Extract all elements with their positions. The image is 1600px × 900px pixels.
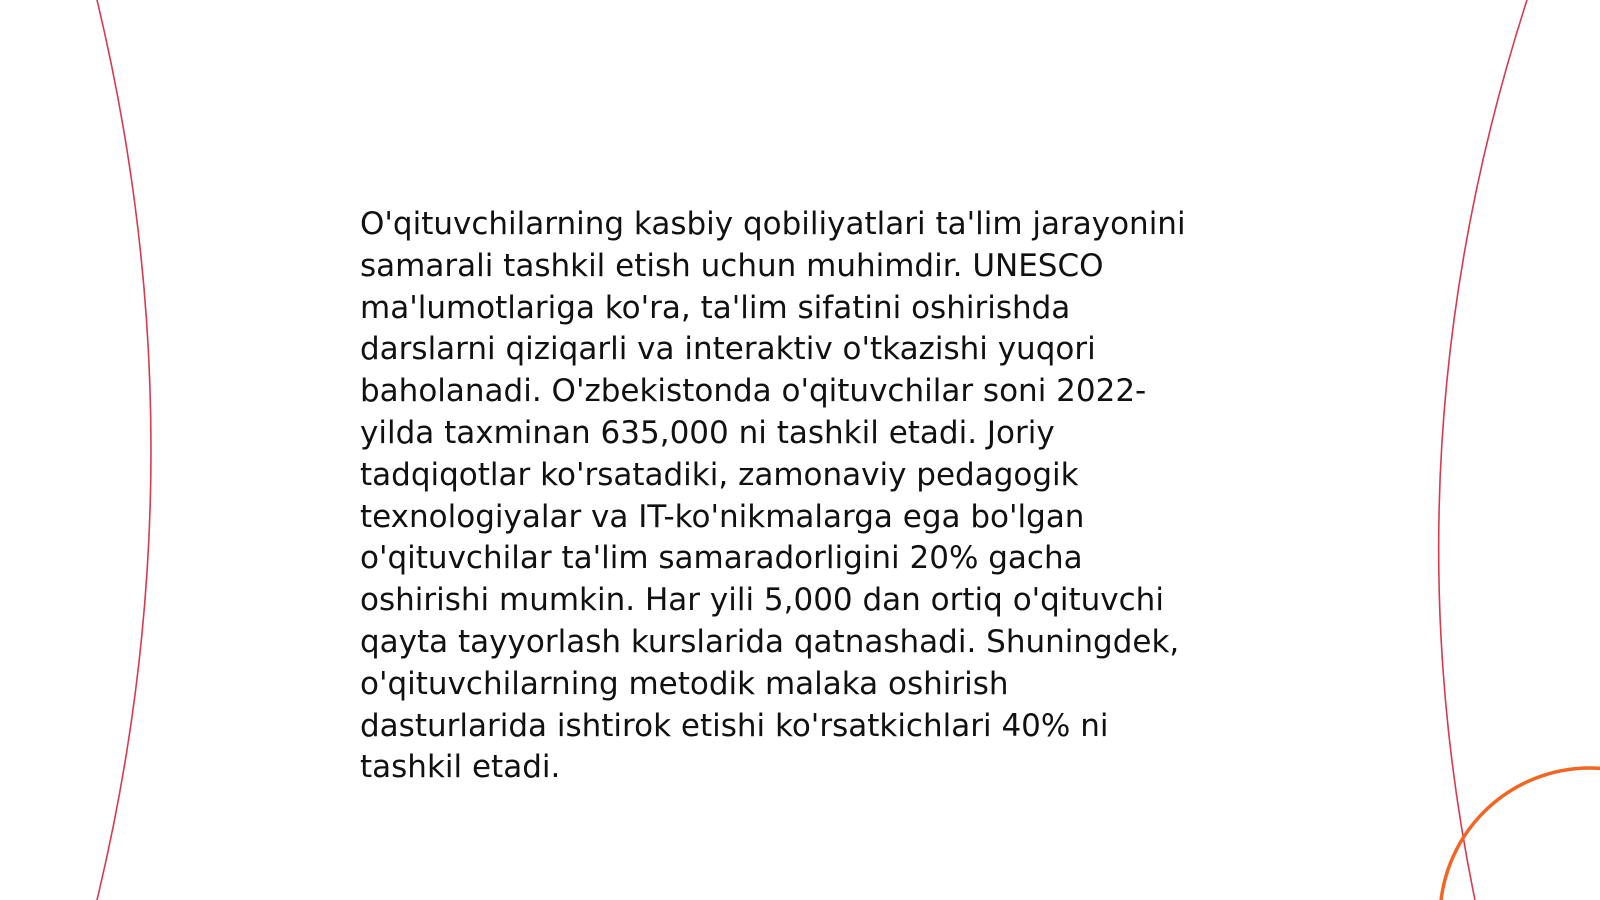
left-arc-line: [97, 0, 151, 900]
accent-circle: [1440, 768, 1600, 900]
paragraph-line-8: texnologiyalar va IT-ko'nikmalarga ega bo'lgan: [360, 498, 1085, 535]
paragraph-line-14: tashkil etadi.: [360, 749, 561, 786]
paragraph-line-9: o'qituvchilar ta'lim samaradorligini 20% gacha: [360, 540, 1083, 577]
paragraph-line-7: tadqiqotlar ko'rsatadiki, zamonaviy pedagogik: [360, 456, 1079, 493]
paragraph-line-4: darslarni qiziqarli va interaktiv o'tkazishi yuqori: [360, 331, 1096, 368]
paragraph-line-11: qayta tayyorlash kurslarida qatnashadi. Shuningdek,: [360, 623, 1180, 660]
paragraph-line-10: oshirishi mumkin. Har yili 5,000 dan ortiq o'qituvchi: [360, 582, 1164, 619]
body-paragraph: [360, 204, 1230, 789]
paragraph-line-6: yilda taxminan 635,000 ni tashkil etadi. Joriy: [360, 414, 1055, 451]
paragraph-line-3: ma'lumotlariga ko'ra, ta'lim sifatini oshirishda: [360, 289, 1071, 326]
paragraph-line-5: baholanadi. O'zbekistonda o'qituvchilar soni 2022-: [360, 373, 1147, 410]
paragraph-line-13: dasturlarida ishtirok etishi ko'rsatkichlari 40% ni: [360, 707, 1109, 744]
paragraph-line-12: o'qituvchilarning metodik malaka oshirish: [360, 665, 1009, 702]
paragraph-line-1: O'qituvchilarning kasbiy qobiliyatlari ta'lim jarayonini: [360, 206, 1186, 242]
paragraph-line-2: samarali tashkil etish uchun muhimdir. UNESCO: [360, 247, 1104, 284]
right-arc-line: [1439, 0, 1527, 900]
